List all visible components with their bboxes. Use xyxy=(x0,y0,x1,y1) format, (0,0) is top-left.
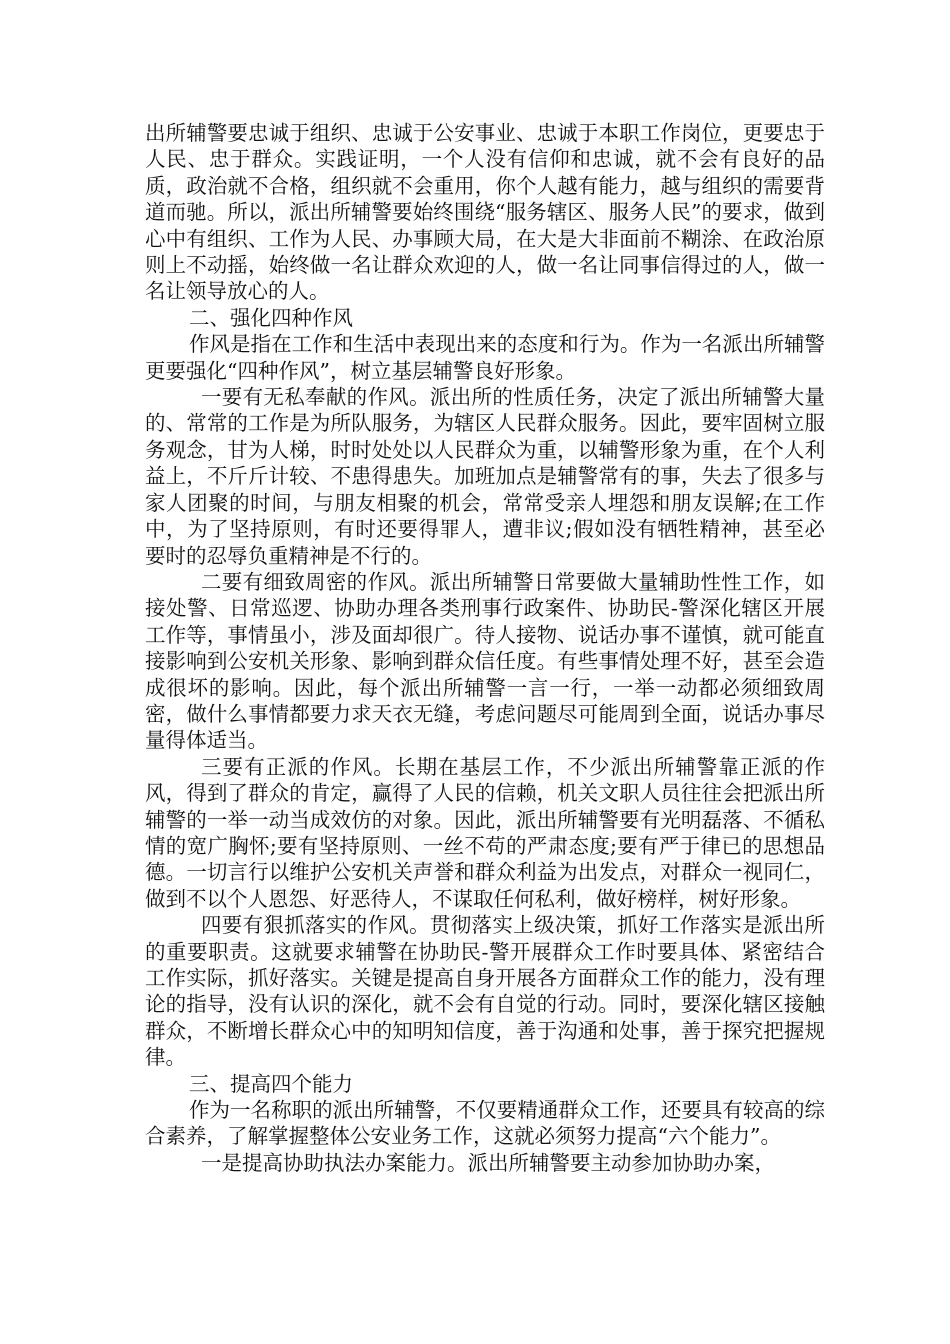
body-paragraph: 二要有细致周密的作风。派出所辅警日常要做大量辅助性性工作，如接处警、日常巡逻、协助办理各类刑事行政案件、协助民-警深化辖区开展工作等，事情虽小，涉及面却很广。待人接物、说话办事不谨慎，就可能直接影响到公安机关形象、影响到群众信任度。有些事情处理不好，甚至会造成很坏的影响。因此，每个派出所辅警一言一行，一举一动都必须细致周密，做什么事情都要力求天衣无缝，考虑问题尽可能周到全面，说话办事尽量得体适当。 xyxy=(145,569,825,753)
body-paragraph: 一是提高协助执法办案能力。派出所辅警要主动参加协助办案， xyxy=(201,1150,775,1175)
section-heading: 三、提高四个能力 xyxy=(189,1071,353,1096)
body-paragraph: 四要有狠抓落实的作风。贯彻落实上级决策，抓好工作落实是派出所的重要职责。这就要求辅警在协助民-警开展群众工作时要具体、紧密结合工作实际，抓好落实。关键是提高自身开展各方面群众工作的能力，没有理论的指导，没有认识的深化，就不会有自觉的行动。同时，要深化辖区接触群众，不断增长群众心中的知明知信度，善于沟通和处事，善于探究把握规律。 xyxy=(145,913,825,1070)
body-paragraph: 作风是指在工作和生活中表现出来的态度和行为。作为一名派出所辅警更要强化“四种作风”，树立基层辅警良好形象。 xyxy=(145,332,825,383)
body-paragraph: 三要有正派的作风。长期在基层工作，不少派出所辅警靠正派的作风，得到了群众的肯定，赢得了人民的信赖，机关文职人员往往会把派出所辅警的一举一动当成效仿的对象。因此，派出所辅警要有光明磊落、不循私情的宽广胸怀;要有坚持原则、一丝不苟的严肃态度;要有严于律已的思想品德。一切言行以维护公安机关声誉和群众利益为出发点，对群众一视同仁，做到不以个人恩怨、好恶待人，不谋取任何私利，做好榜样，树好形象。 xyxy=(145,754,825,911)
body-paragraph: 出所辅警要忠诚于组织、忠诚于公安事业、忠诚于本职工作岗位，更要忠于人民、忠于群众。实践证明，一个人没有信仰和忠诚，就不会有良好的品质，政治就不合格，组织就不会重用，你个人越有能力，越与组织的需要背道而驰。所以，派出所辅警要始终围绕“服务辖区、服务人民”的要求，做到心中有组织、工作为人民、办事顾大局，在大是大非面前不糊涂、在政治原则上不动摇，始终做一名让群众欢迎的人，做一名让同事信得过的人，做一名让领导放心的人。 xyxy=(145,121,825,304)
section-heading: 二、强化四种作风 xyxy=(189,305,353,330)
body-paragraph: 一要有无私奉献的作风。派出所的性质任务，决定了派出所辅警大量的、常常的工作是为所队服务，为辖区人民群众服务。因此，要牢固树立服务观念，甘为人梯，时时处处以人民群众为重，以辅警形象为重，在个人利益上，不斤斤计较、不患得患失。加班加点是辅警常有的事，失去了很多与家人团聚的时间，与朋友相聚的机会，常常受亲人埋怨和朋友误解;在工作中，为了坚持原则，有时还要得罪人，遭非议;假如没有牺牲精神，甚至必要时的忍辱负重精神是不行的。 xyxy=(145,385,825,568)
document-page xyxy=(145,120,825,1176)
body-paragraph: 作为一名称职的派出所辅警，不仅要精通群众工作，还要具有较高的综合素养，了解掌握整体公安业务工作，这就必须努力提高“六个能力”。 xyxy=(145,1098,825,1149)
